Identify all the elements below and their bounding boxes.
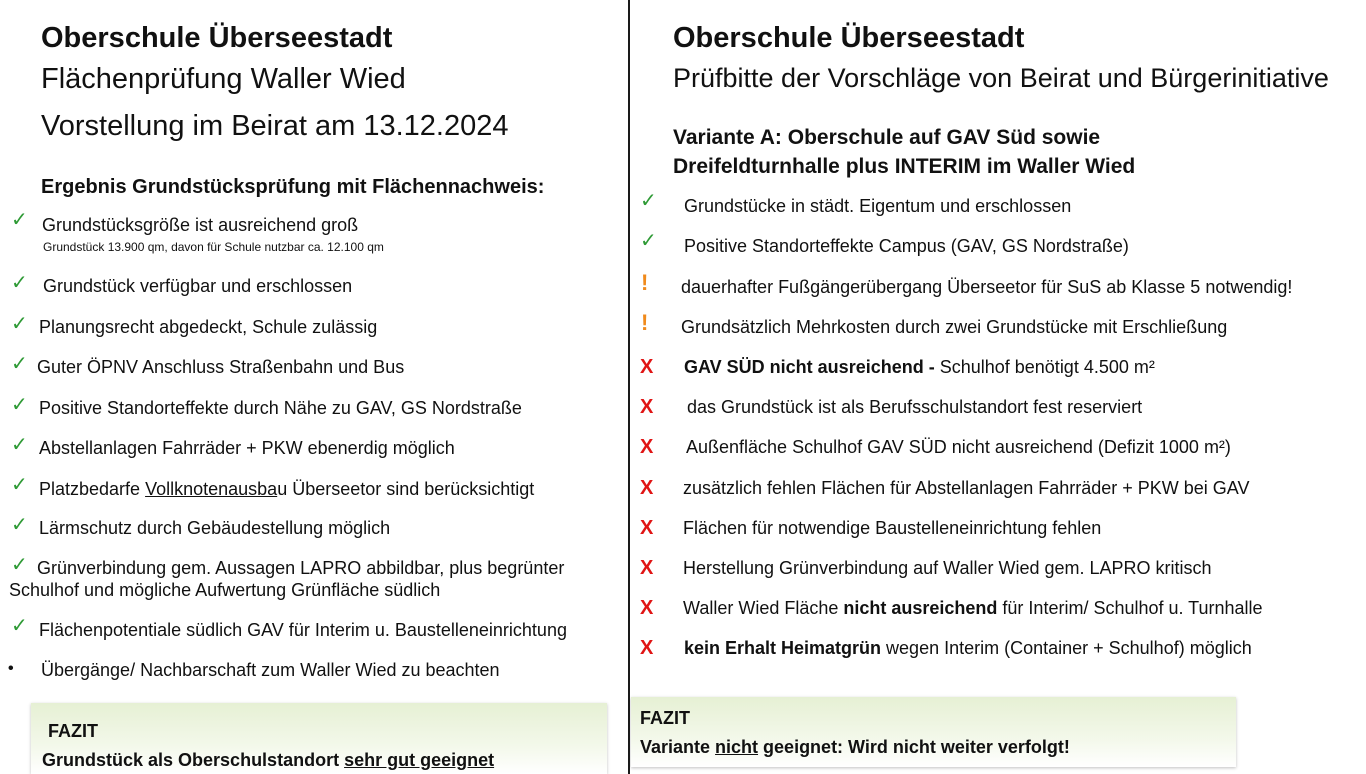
- left-title: Oberschule Überseestadt: [41, 22, 393, 54]
- right-item-4-bold: GAV SÜD nicht ausreichend -: [684, 357, 940, 377]
- right-item-11: [684, 638, 1252, 659]
- left-item-8-line2: Schulhof und mögliche Aufwertung Grünfläche südlich: [9, 580, 441, 600]
- cross-icon: X: [640, 557, 654, 579]
- left-fazit-underlined: sehr gut geeignet: [344, 750, 495, 770]
- left-subtitle-2: Vorstellung im Beirat am 13.12.2024: [41, 110, 509, 142]
- right-item-6: Außenfläche Schulhof GAV SÜD nicht ausreichend (Defizit 1000 m²): [686, 437, 1231, 457]
- check-icon: ✓: [11, 209, 28, 231]
- warning-icon: !: [641, 270, 649, 295]
- right-item-1: Positive Standorteffekte Campus (GAV, GS Nordstraße): [684, 236, 1129, 256]
- left-item-8: Grünverbindung gem. Aussagen LAPRO abbildbar, plus begrünter: [37, 558, 565, 578]
- left-item-9: Flächenpotentiale südlich GAV für Interim u. Baustelleneinrichtung: [39, 620, 567, 640]
- cross-icon: X: [640, 436, 654, 458]
- check-icon: ✓: [11, 272, 28, 294]
- left-fazit-pre: Grundstück als Oberschulstandort: [42, 750, 345, 770]
- left-item-0: Grundstücksgröße ist ausreichend groß: [42, 215, 359, 235]
- check-icon: ✓: [11, 474, 28, 496]
- check-icon: ✓: [11, 514, 28, 536]
- right-item-10: [683, 598, 1263, 619]
- right-title: Oberschule Überseestadt: [673, 22, 1025, 54]
- left-item-1: Grundstück verfügbar und erschlossen: [43, 276, 353, 296]
- check-icon: ✓: [640, 190, 657, 212]
- right-item-10-post: für Interim/ Schulhof u. Turnhalle: [997, 598, 1263, 618]
- right-item-7: zusätzlich fehlen Flächen für Abstellanlagen Fahrräder + PKW bei GAV: [683, 478, 1250, 498]
- right-fazit-label: FAZIT: [640, 708, 690, 728]
- right-fazit-underlined: nicht: [715, 737, 759, 757]
- right-item-2: dauerhafter Fußgängerübergang Überseetor für SuS ab Klasse 5 notwendig!: [681, 277, 1293, 297]
- right-subtitle: Prüfbitte der Vorschläge von Beirat und Bürgerinitiative: [673, 63, 1329, 93]
- cross-icon: X: [640, 356, 654, 378]
- right-variant-line-2: Dreifeldturnhalle plus INTERIM im Waller Wied: [673, 155, 1136, 178]
- right-item-4: [684, 357, 1155, 378]
- left-item-10: Übergänge/ Nachbarschaft zum Waller Wied zu beachten: [41, 660, 500, 680]
- left-item-4: Positive Standorteffekte durch Nähe zu GAV, GS Nordstraße: [39, 398, 522, 418]
- left-fazit-box: [31, 703, 607, 774]
- left-item-6-post: u Überseetor sind berücksichtigt: [277, 479, 535, 499]
- check-icon: ✓: [11, 615, 28, 637]
- left-slide: [0, 0, 628, 774]
- cross-icon: X: [640, 396, 654, 418]
- left-item-6-pre: Platzbedarfe: [39, 479, 146, 499]
- right-fazit-post: geeignet: Wird nicht weiter verfolgt!: [758, 737, 1070, 757]
- left-section-heading: Ergebnis Grundstücksprüfung mit Flächennachweis:: [41, 176, 545, 198]
- left-item-6: [39, 479, 534, 500]
- right-item-5: das Grundstück ist als Berufsschulstandort fest reserviert: [687, 397, 1143, 417]
- check-icon: ✓: [11, 434, 28, 456]
- left-fazit-label: FAZIT: [48, 721, 98, 741]
- right-item-11-bold: kein Erhalt Heimatgrün: [684, 638, 882, 658]
- left-item-6-underlined: Vollknotenausba: [145, 479, 278, 499]
- left-item-2: Planungsrecht abgedeckt, Schule zulässig: [39, 317, 378, 337]
- left-fazit-text: [42, 750, 494, 771]
- cross-icon: X: [640, 637, 654, 659]
- check-icon: ✓: [11, 394, 28, 416]
- check-icon: ✓: [11, 353, 28, 375]
- left-item-7: Lärmschutz durch Gebäudestellung möglich: [39, 518, 391, 538]
- right-slide: [630, 0, 1366, 774]
- cross-icon: X: [640, 597, 654, 619]
- left-item-5: Abstellanlagen Fahrräder + PKW ebenerdig möglich: [39, 438, 455, 458]
- right-item-0: Grundstücke in städt. Eigentum und erschlossen: [684, 196, 1072, 216]
- check-icon: ✓: [11, 313, 28, 335]
- left-item-0-sub: Grundstück 13.900 qm, davon für Schule nutzbar ca. 12.100 qm: [43, 240, 384, 254]
- right-item-3: Grundsätzlich Mehrkosten durch zwei Grundstücke mit Erschließung: [681, 317, 1228, 337]
- cross-icon: X: [640, 517, 654, 539]
- warning-icon: !: [641, 310, 649, 335]
- left-subtitle-1: Flächenprüfung Waller Wied: [41, 63, 406, 95]
- check-icon: ✓: [11, 554, 28, 576]
- right-variant-line-1: Variante A: Oberschule auf GAV Süd sowie: [673, 126, 1101, 149]
- bullet-icon: •: [8, 660, 14, 677]
- right-item-4-text: Schulhof benötigt 4.500 m²: [939, 357, 1155, 377]
- right-item-8: Flächen für notwendige Baustelleneinrichtung fehlen: [683, 518, 1102, 538]
- right-item-9: Herstellung Grünverbindung auf Waller Wied gem. LAPRO kritisch: [683, 558, 1212, 578]
- right-item-11-post: wegen Interim (Container + Schulhof) möglich: [881, 638, 1252, 658]
- left-item-3: Guter ÖPNV Anschluss Straßenbahn und Bus: [37, 357, 405, 377]
- right-item-10-bold: nicht ausreichend: [843, 598, 998, 618]
- cross-icon: X: [640, 477, 654, 499]
- right-fazit-box: [631, 697, 1236, 767]
- right-item-10-pre: Waller Wied Fläche: [683, 598, 844, 618]
- right-fazit-text: [640, 737, 1070, 758]
- check-icon: ✓: [640, 230, 657, 252]
- right-fazit-pre: Variante: [640, 737, 716, 757]
